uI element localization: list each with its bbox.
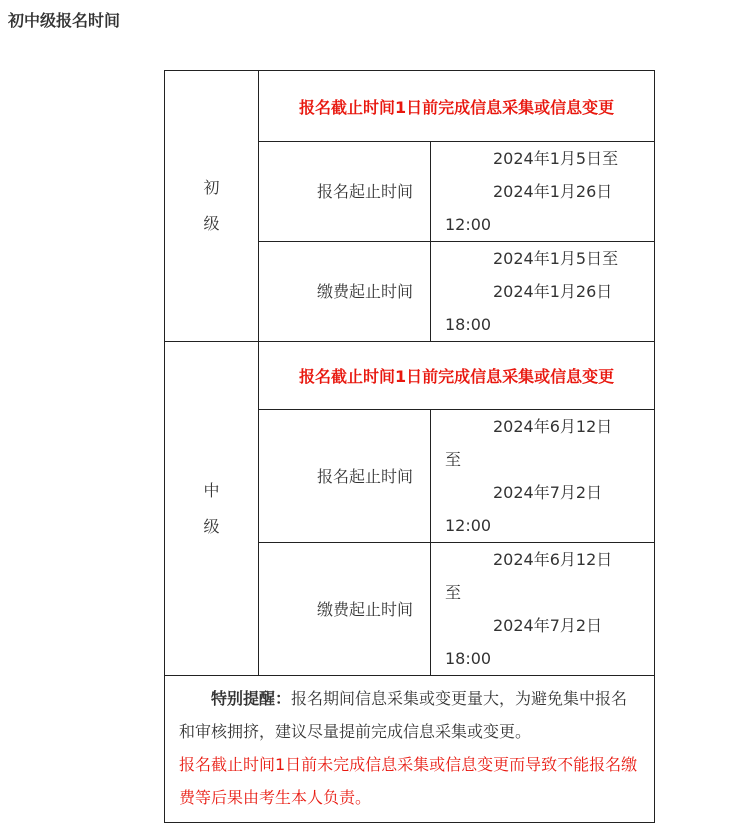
level-char: 级 xyxy=(203,214,220,233)
payment-period-label: 缴费起止时间 xyxy=(259,543,431,676)
registration-period-value xyxy=(431,410,655,543)
period-end-time: 12:00 xyxy=(445,516,492,535)
payment-period-label: 缴费起止时间 xyxy=(259,242,431,342)
period-start: 2024年1月5日至 xyxy=(493,149,619,168)
payment-period-value xyxy=(431,242,655,342)
period-to: 至 xyxy=(445,583,462,602)
level-char: 初 xyxy=(203,178,220,197)
period-start: 2024年6月12日 xyxy=(493,550,613,569)
deadline-warning: 报名截止时间1日前完成信息采集或信息变更 xyxy=(259,342,655,410)
period-end-time: 18:00 xyxy=(445,649,492,668)
note-row xyxy=(165,676,655,823)
registration-period-label: 报名起止时间 xyxy=(259,410,431,543)
level-char: 中 xyxy=(203,480,220,500)
period-start: 2024年6月12日 xyxy=(493,417,613,436)
page-title: 初中级报名时间 xyxy=(8,11,121,30)
reminder-label: 特别提醒： xyxy=(211,689,292,708)
level-cell-intermediate xyxy=(165,342,259,676)
special-reminder xyxy=(165,676,655,823)
period-end-date: 2024年7月2日 xyxy=(493,616,603,635)
registration-period-value xyxy=(431,142,655,242)
schedule-table xyxy=(164,70,655,823)
registration-period-label: 报名起止时间 xyxy=(259,142,431,242)
period-to: 至 xyxy=(445,450,462,469)
period-end-date: 2024年7月2日 xyxy=(493,483,603,502)
period-end-time: 12:00 xyxy=(445,215,492,234)
junior-warning-row xyxy=(165,71,655,142)
intermediate-warning-row xyxy=(165,342,655,410)
period-start: 2024年1月5日至 xyxy=(493,249,619,268)
reminder-text: 报名期间信息采集或变更量大，为避免集中报名和审核拥挤，建议尽量提前完成信息采集或变更。 xyxy=(179,689,628,741)
level-char: 级 xyxy=(203,516,220,536)
reminder-warning: 报名截止时间1日前未完成信息采集或信息变更而导致不能报名缴费等后果由考生本人负责。 xyxy=(179,755,638,807)
period-end-time: 18:00 xyxy=(445,315,492,334)
period-end-date: 2024年1月26日 xyxy=(493,182,613,201)
deadline-warning: 报名截止时间1日前完成信息采集或信息变更 xyxy=(259,71,655,142)
level-cell-junior xyxy=(165,71,259,342)
period-end-date: 2024年1月26日 xyxy=(493,282,613,301)
payment-period-value xyxy=(431,543,655,676)
